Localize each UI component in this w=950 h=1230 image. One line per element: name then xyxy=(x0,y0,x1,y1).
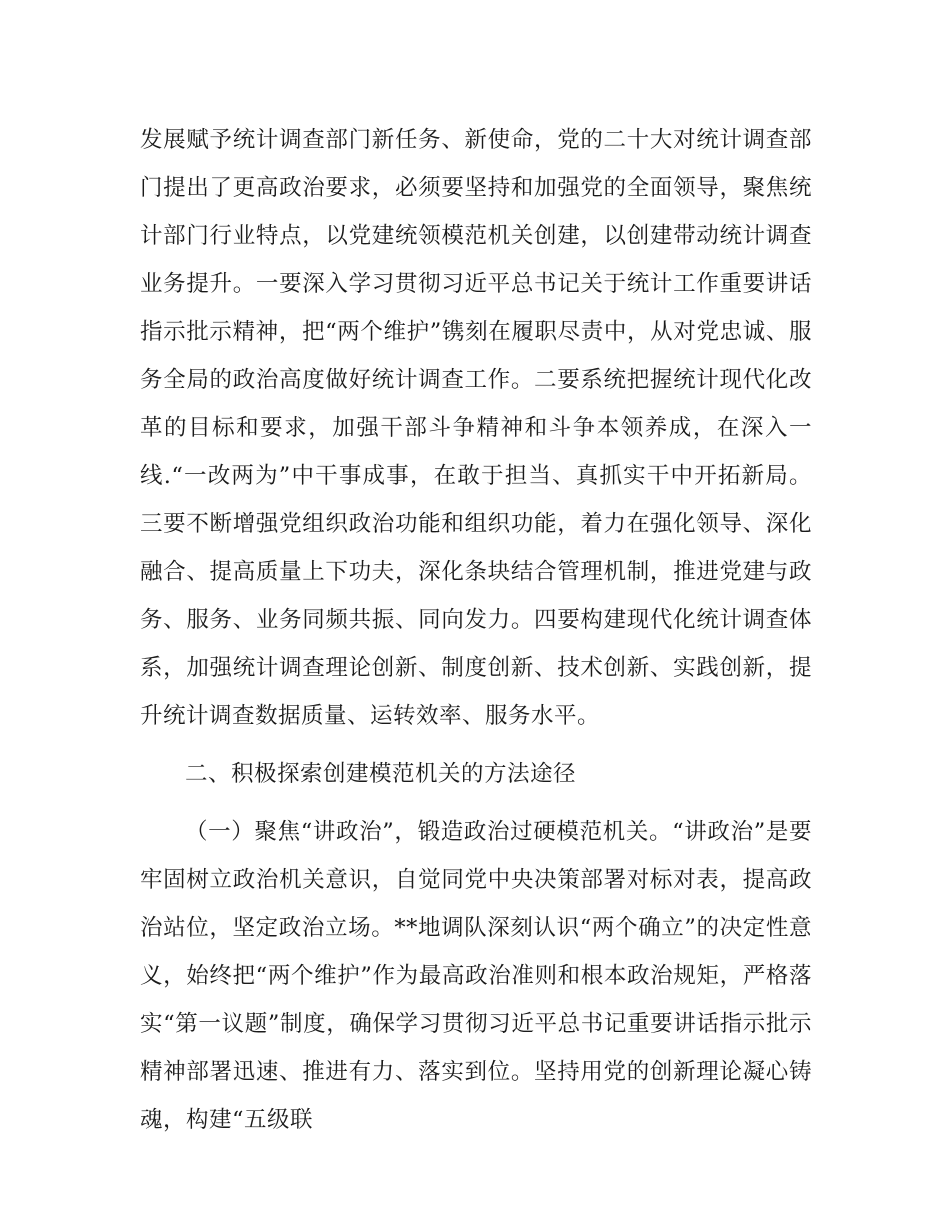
body-paragraph-1: 发展赋予统计调查部门新任务、新使命，党的二十大对统计调查部门提出了更高政治要求，必须要坚持和加强党的全面领导，聚焦统计部门行业特点，以党建统领模范机关创建，以创建带动统计调查业务提升。一要深入学习贯彻习近平总书记关于统计工作重要讲话指示批示精神，把“两个维护”镌刻在履职尽责中，从对党忠诚、服务全局的政治高度做好统计调查工作。二要系统把握统计现代化改革的目标和要求，加强干部斗争精神和斗争本领养成，在深入一线.“一改两为”中干事成事，在敢于担当、真抓实干中开拓新局。三要不断增强党组织政治功能和组织功能，着力在强化领导、深化融合、提高质量上下功夫，深化条块结合管理机制，推进党建与政务、服务、业务同频共振、同向发力。四要构建现代化统计调查体系，加强统计调查理论创新、制度创新、技术创新、实践创新，提升统计调查数据质量、运转效率、服务水平。 xyxy=(140,127,812,729)
section-heading-2: 二、积极探索创建模范机关的方法途径 xyxy=(185,761,577,787)
document-body xyxy=(140,116,812,1144)
body-paragraph-3: （一）聚焦“讲政治”，锻造政治过硬模范机关。“讲政治”是要牢固树立政治机关意识，自觉同党中央决策部署对标对表，提高政治站位，坚定政治立场。**地调队深刻认识“两个确立”的决定性意义，始终把“两个维护”作为最高政治准则和根本政治规矩，严格落实“第一议题”制度，确保学习贯彻习近平总书记重要讲话指示批示精神部署迅速、推进有力、落实到位。坚持用党的创新理论凝心铸魂，构建“五级联 xyxy=(140,819,812,1133)
